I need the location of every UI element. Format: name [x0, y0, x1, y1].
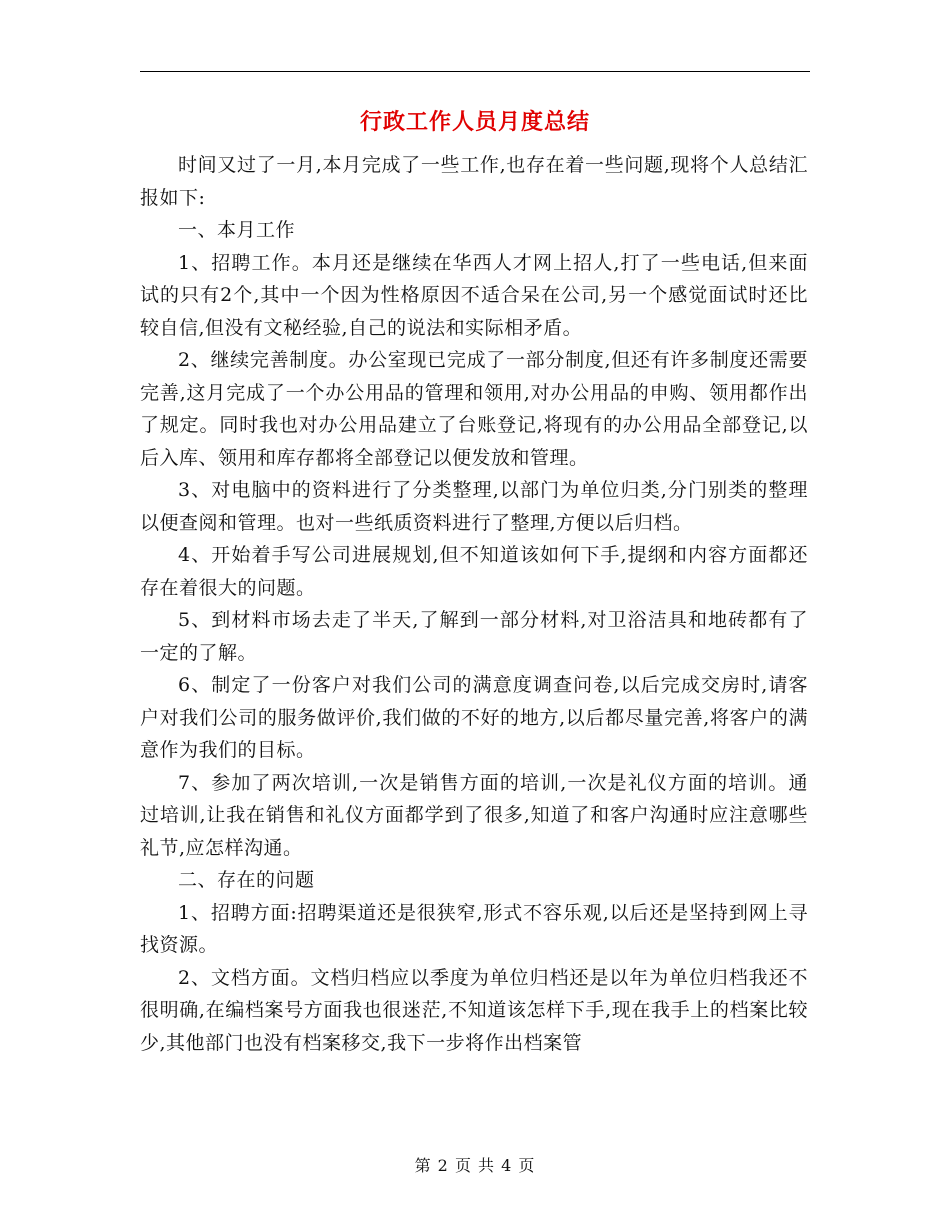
section-heading-this-month: 一、本月工作 [178, 219, 296, 241]
paragraph-item-6: 6、制定了一份客户对我们公司的满意度调查问卷,以后完成交房时,请客户对我们公司的服务做评价,我们做的不好的地方,以后都尽量完善,将客户的满意作为我们的目标。 [140, 674, 808, 761]
paragraph-problem-2: 2、文档方面。文档归档应以季度为单位归档还是以年为单位归档我还不很明确,在编档案号方面我也很迷茫,不知道该怎样下手,现在我手上的档案比较少,其他部门也没有档案移交,我下一步将作出档案管 [140, 966, 808, 1054]
paragraph-item-4: 4、开始着手写公司进展规划,但不知道该如何下手,提纲和内容方面都还存在着很大的问题。 [140, 544, 808, 599]
paragraph-item-2: 2、继续完善制度。办公室现已完成了一部分制度,但还有许多制度还需要完善,这月完成了一个办公用品的管理和领用,对办公用品的申购、领用都作出了规定。同时我也对办公用品建立了台账登记,将现有的办公用品全部登记,以后入库、领用和库存都将全部登记以便发放和管理。 [140, 349, 808, 469]
section-heading-problems: 二、存在的问题 [178, 869, 315, 891]
document-body [140, 149, 808, 1059]
header-rule [140, 71, 810, 72]
paragraph-item-1: 1、招聘工作。本月还是继续在华西人才网上招人,打了一些电话,但来面试的只有2个,其中一个因为性格原因不适合呆在公司,另一个感觉面试时还比较自信,但没有文秘经验,自己的说法和实际相矛盾。 [140, 251, 808, 339]
paragraph-intro: 时间又过了一月,本月完成了一些工作,也存在着一些问题,现将个人总结汇报如下: [140, 154, 808, 209]
page-number: 第 2 页 共 4 页 [414, 1156, 536, 1175]
paragraph-item-3: 3、对电脑中的资料进行了分类整理,以部门为单位归类,分门别类的整理以便查阅和管理。也对一些纸质资料进行了整理,方便以后归档。 [140, 479, 808, 534]
document-title: 行政工作人员月度总结 [359, 109, 590, 135]
paragraph-item-7: 7、参加了两次培训,一次是销售方面的培训,一次是礼仪方面的培训。通过培训,让我在销售和礼仪方面都学到了很多,知道了和客户沟通时应注意哪些礼节,应怎样沟通。 [140, 771, 808, 859]
paragraph-item-5: 5、到材料市场去走了半天,了解到一部分材料,对卫浴洁具和地砖都有了一定的了解。 [140, 609, 808, 664]
paragraph-problem-1: 1、招聘方面:招聘渠道还是很狭窄,形式不容乐观,以后还是坚持到网上寻找资源。 [140, 901, 808, 956]
